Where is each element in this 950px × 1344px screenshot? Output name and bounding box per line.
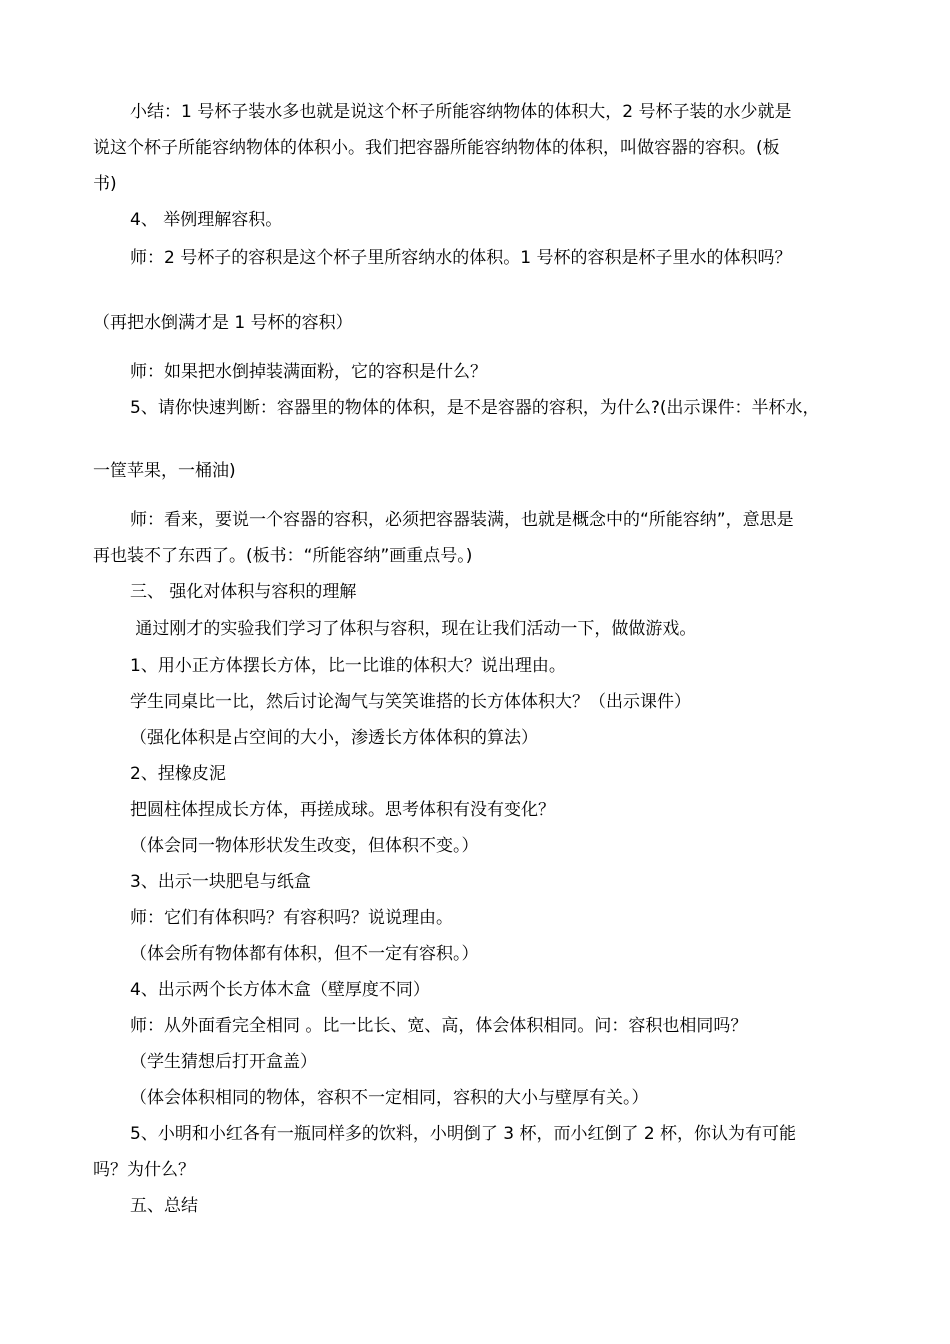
step-5-line-2: 一筐苹果，一桶油) bbox=[93, 461, 236, 481]
step-4-heading: 4、 举例理解容积。 bbox=[130, 210, 283, 230]
activity-1-note: （强化体积是占空间的大小，渗透长方体体积的算法） bbox=[130, 728, 538, 748]
activity-4-note-2: （体会体积相同的物体，容积不一定相同，容积的大小与壁厚有关。） bbox=[130, 1088, 649, 1108]
activity-5-line-2: 吗？为什么？ bbox=[93, 1160, 195, 1180]
intro-line: 通过刚才的实验我们学习了体积与容积，现在让我们活动一下，做做游戏。 bbox=[130, 619, 697, 639]
activity-3-note: （体会所有物体都有体积，但不一定有容积。） bbox=[130, 944, 479, 964]
activity-2-note: （体会同一物体形状发生改变，但体积不变。） bbox=[130, 836, 479, 856]
summary-line-2: 说这个杯子所能容纳物体的体积小。我们把容器所能容纳物体的体积，叫做容器的容积。(板 bbox=[93, 138, 780, 158]
activity-1-heading: 1、用小正方体摆长方体，比一比谁的体积大？说出理由。 bbox=[130, 656, 566, 676]
activity-3-heading: 3、出示一块肥皂与纸盒 bbox=[130, 872, 311, 892]
summary-line-3: 书) bbox=[93, 174, 117, 194]
activity-2-heading: 2、捏橡皮泥 bbox=[130, 764, 226, 784]
activity-5-line-1: 5、小明和小红各有一瓶同样多的饮料，小明倒了 3 杯，而小红倒了 2 杯，你认为有可能 bbox=[130, 1124, 797, 1144]
activity-3-line-1: 师：它们有体积吗？有容积吗？说说理由。 bbox=[130, 908, 453, 928]
summary-line-1: 小结：1 号杯子装水多也就是说这个杯子所能容纳物体的体积大，2 号杯子装的水少就是 bbox=[130, 102, 792, 122]
teacher-line-1: 师：2 号杯子的容积是这个杯子里所容纳水的体积。1 号杯的容积是杯子里水的体积吗？ bbox=[130, 248, 792, 268]
step-5-line-1: 5、请你快速判断：容器里的物体的体积，是不是容器的容积，为什么?(出示课件：半杯水， bbox=[130, 398, 820, 418]
activity-2-line-1: 把圆柱体捏成长方体，再搓成球。思考体积有没有变化？ bbox=[130, 800, 555, 820]
activity-1-line-1: 学生同桌比一比，然后讨论淘气与笑笑谁搭的长方体体积大？（出示课件） bbox=[130, 692, 691, 712]
note-line-1: （再把水倒满才是 1 号杯的容积） bbox=[93, 313, 353, 333]
section-5-heading: 五、总结 bbox=[130, 1196, 198, 1216]
activity-4-note-1: （学生猜想后打开盒盖） bbox=[130, 1052, 317, 1072]
activity-4-line-1: 师：从外面看完全相同 。比一比长、宽、高，体会体积相同。问：容积也相同吗？ bbox=[130, 1016, 748, 1036]
section-3-heading: 三、 强化对体积与容积的理解 bbox=[130, 582, 357, 602]
activity-4-heading: 4、出示两个长方体木盒（壁厚度不同） bbox=[130, 980, 430, 1000]
teacher-line-2: 师：如果把水倒掉装满面粉，它的容积是什么？ bbox=[130, 362, 487, 382]
teacher-line-3: 师：看来，要说一个容器的容积，必须把容器装满，也就是概念中的“所能容纳”，意思是 bbox=[130, 510, 794, 530]
teacher-line-4: 再也装不了东西了。(板书：“所能容纳”画重点号。) bbox=[93, 546, 473, 566]
